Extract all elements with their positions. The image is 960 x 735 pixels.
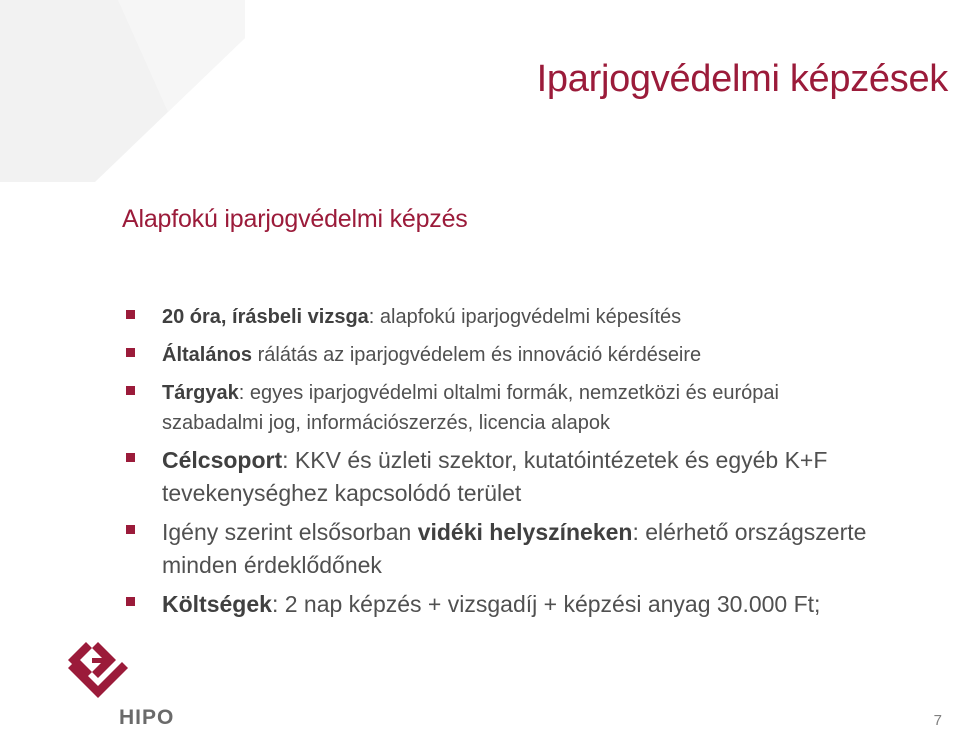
bullet-bold-text: 20 óra, írásbeli vizsga (162, 306, 369, 328)
bullet-bold-text: Általános (162, 344, 253, 366)
bullet-square-icon (126, 453, 135, 462)
bullet-bold-text: Célcsoport (162, 447, 283, 473)
bullet-bold-text: Költségek (162, 591, 272, 617)
bullet-square-icon (126, 386, 135, 395)
bullet-square-icon (126, 597, 135, 606)
bullet-item (126, 336, 946, 374)
page-title: Iparjogvédelmi képzések (536, 58, 948, 100)
bullet-line (162, 336, 946, 374)
bullet-text: : KKV és üzleti szektor, kutatóintézetek és egyéb K+F (282, 447, 828, 473)
bullet-line (162, 588, 946, 621)
bullet-square-icon (126, 525, 135, 534)
bullet-text: : elérhető országszerte (632, 519, 867, 545)
bullet-line (162, 444, 946, 477)
bullet-line (162, 374, 946, 412)
bullet-square-icon (126, 310, 135, 319)
bullet-line (162, 298, 946, 336)
bullet-item (126, 298, 946, 336)
bullet-item (126, 588, 946, 621)
bullet-text: rálátás az iparjogvédelem és innováció kérdéseire (252, 344, 702, 366)
bullet-square-icon (126, 348, 135, 357)
bullet-item (126, 516, 946, 582)
page-number: 7 (933, 712, 942, 729)
hipo-logo-icon (62, 638, 134, 704)
hipo-logo-text: HIPO (119, 706, 175, 729)
bullet-line: minden érdeklődőnek (162, 552, 382, 578)
bullet-line (162, 516, 946, 549)
bullet-bold-text: Tárgyak (162, 382, 239, 404)
bullet-item (126, 374, 946, 438)
bullet-text: : egyes iparjogvédelmi oltalmi formák, nemzetközi és európai (238, 382, 779, 404)
bullet-text: : alapfokú iparjogvédelmi képesítés (368, 306, 682, 328)
section-subtitle: Alapfokú iparjogvédelmi képzés (122, 205, 468, 233)
bullet-text: Igény szerint elsősorban (162, 519, 418, 545)
bullet-list (126, 298, 946, 627)
bullet-text: : 2 nap képzés + vizsgadíj + képzési anyag 30.000 Ft; (271, 591, 821, 617)
bullet-line: tevekenységhez kapcsolódó terület (162, 480, 522, 506)
bullet-line: szabadalmi jog, információszerzés, licencia alapok (162, 412, 610, 434)
bullet-bold-text: vidéki helyszíneken (417, 519, 633, 545)
bullet-item (126, 444, 946, 510)
